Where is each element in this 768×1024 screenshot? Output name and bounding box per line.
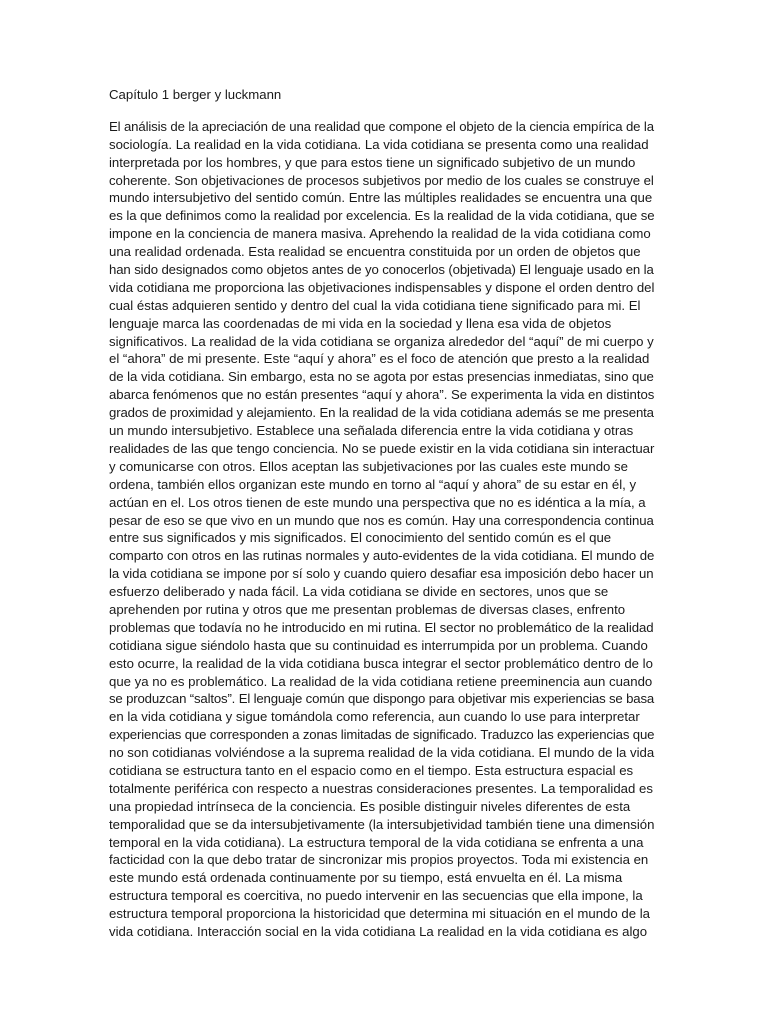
- text-line: el “ahora” de mi presente. Este “aquí y ahora” es el foco de atención que presto a la realidad: [109, 351, 650, 367]
- text-line: estructura temporal es coercitiva, no puedo intervenir en las secuencias que ella impone, la: [109, 888, 643, 904]
- text-line: esto ocurre, la realidad de la vida cotidiana busca integrar el sector problemático dentro de lo: [109, 655, 653, 671]
- text-line: comparto con otros en las rutinas normales y auto-evidentes de la vida cotidiana. El mundo de: [109, 548, 655, 564]
- text-line: es la que definimos como la realidad por excelencia. Es la realidad de la vida cotidiana, que se: [109, 208, 655, 224]
- text-line: El análisis de la apreciación de una realidad que compone el objeto de la ciencia empírica de la: [109, 118, 654, 134]
- text-line: la vida cotidiana se impone por sí solo y cuando quiero desafiar esa imposición debo hacer un: [109, 566, 654, 582]
- text-line: y comunicarse con otros. Ellos aceptan las subjetivaciones por las cuales este mundo se: [109, 458, 628, 474]
- text-line: ordena, también ellos organizan este mundo en torno al “aquí y ahora” de su estar en él, y: [109, 476, 637, 492]
- text-line: vida cotidiana. Interacción social en la vida cotidiana La realidad en la vida cotidiana es algo: [109, 923, 648, 939]
- text-line: mundo intersubjetivo del sentido común. Entre las múltiples realidades se encuentra una que: [109, 190, 653, 206]
- document-title: Capítulo 1 berger y luckmann: [109, 87, 282, 102]
- text-line: han sido designados como objetos antes de yo conocerlos (objetivada) El lenguaje usado en la: [109, 262, 654, 278]
- text-line: abarca fenómenos que no están presentes “aquí y ahora”. Se experimenta la vida en distintos: [109, 387, 655, 403]
- text-line: aprehenden por rutina y otros que me presentan problemas de diversas clases, enfrento: [109, 601, 626, 617]
- text-line: esfuerzo deliberado y nada fácil. La vida cotidiana se divide en sectores, unos que se: [109, 584, 609, 600]
- text-line: temporalidad que se da intersubjetivamente (la intersubjetividad también tiene una dimensión: [109, 816, 655, 832]
- text-line: cotidiana se estructura tanto en el espacio como en el tiempo. Esta estructura espacial es: [109, 762, 634, 778]
- text-line: totalmente periférica con respecto a nuestras consideraciones presentes. La temporalidad es: [109, 780, 653, 796]
- text-line: significativos. La realidad de la vida cotidiana se organiza alrededor del “aquí” de mi cuerpo y: [109, 333, 654, 349]
- text-line: coherente. Son objetivaciones de procesos subjetivos por medio de los cuales se construye el: [109, 172, 654, 188]
- text-line: un mundo intersubjetivo. Establece una señalada diferencia entre la vida cotidiana y otras: [109, 423, 634, 439]
- text-line: interpretada por los hombres, y que para estos tiene un significado subjetivo de un mundo: [109, 154, 636, 170]
- text-line: no son cotidianas volviéndose a la suprema realidad de la vida cotidiana. El mundo de la vida: [109, 745, 655, 761]
- document-paragraph: [109, 118, 654, 941]
- text-line: de la vida cotidiana. Sin embargo, esta no se agota por estas presencias inmediatas, sino que: [109, 369, 654, 385]
- text-line: grados de proximidad y alejamiento. En la realidad de la vida cotidiana además se me presenta: [109, 405, 654, 421]
- text-line: problemas que todavía no he introducido en mi rutina. El sector no problemático de la realidad: [109, 619, 654, 635]
- text-line: impone en la conciencia de manera masiva. Aprehendo la realidad de la vida cotidiana como: [109, 226, 651, 242]
- text-line: sociología. La realidad en la vida cotidiana. La vida cotidiana se presenta como una realidad: [109, 136, 649, 152]
- text-line: lenguaje marca las coordenadas de mi vida en la sociedad y llena esa vida de objetos: [109, 315, 612, 331]
- text-line: pesar de eso se que vivo en un mundo que nos es común. Hay una correspondencia continua: [109, 512, 654, 528]
- text-line: facticidad con la que debo tratar de sincronizar mis propios proyectos. Toda mi existencia en: [109, 852, 649, 868]
- text-line: entre sus significados y mis significados. El conocimiento del sentido común es el que: [109, 530, 612, 546]
- text-line: actúan en el. Los otros tienen de este mundo una perspectiva que no es idéntica a la mía, a: [109, 494, 646, 510]
- text-line: temporal en la vida cotidiana). La estructura temporal de la vida cotidiana se enfrenta a una: [109, 834, 644, 850]
- text-line: vida cotidiana me proporciona las objetivaciones indispensables y dispone el orden dentro del: [109, 279, 655, 295]
- text-line: en la vida cotidiana y sigue tomándola como referencia, aun cuando lo use para interpretar: [109, 709, 640, 725]
- text-line: se produzcan “saltos”. El lenguaje común que dispongo para objetivar mis experiencias se basa: [109, 691, 655, 707]
- text-line: cotidiana sigue siéndolo hasta que su continuidad es interrumpida por un problema. Cuando: [109, 637, 648, 653]
- text-line: una realidad ordenada. Esta realidad se encuentra constituida por un orden de objetos que: [109, 244, 641, 260]
- text-line: cual éstas adquieren sentido y dentro del cual la vida cotidiana tiene significado para mi. El: [109, 297, 641, 313]
- text-line: estructura temporal proporciona la historicidad que determina mi situación en el mundo de la: [109, 906, 650, 922]
- text-line: este mundo está ordenada continuamente por su tiempo, está envuelta en él. La misma: [109, 870, 623, 886]
- text-line: realidades de las que tengo conciencia. No se puede existir en la vida cotidiana sin interactuar: [109, 440, 655, 456]
- document-body: [109, 86, 654, 941]
- text-line: experiencias que corresponden a zonas limitadas de significado. Traduzco las experiencias que: [109, 727, 655, 743]
- text-line: una propiedad intrínseca de la conciencia. Es posible distinguir niveles diferentes de esta: [109, 798, 631, 814]
- text-line: que ya no es problemático. La realidad de la vida cotidiana retiene preeminencia aun cuando: [109, 673, 653, 689]
